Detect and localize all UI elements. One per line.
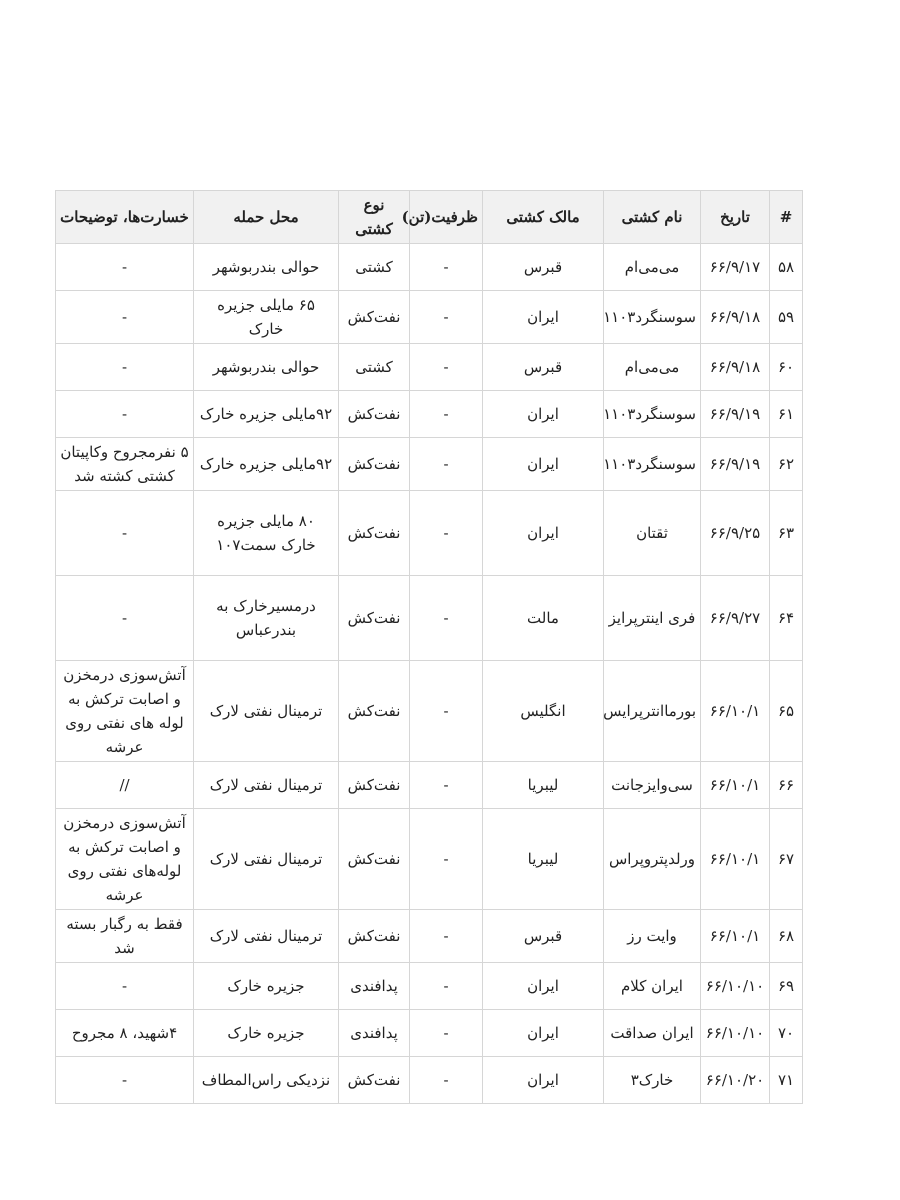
table-row (56, 809, 803, 910)
cell-number: ۷۱ (770, 1057, 803, 1104)
cell-type: پدافندی (339, 963, 410, 1010)
cell-date: ۶۶/۹/۲۷ (701, 576, 770, 661)
cell-location: نزدیکی راس‌المطاف (194, 1057, 339, 1104)
cell-location: ۸۰ مایلی جزیره خارک سمت۱۰۷ (194, 491, 339, 576)
cell-damage: // (56, 762, 194, 809)
table-row (56, 1010, 803, 1057)
table-row (56, 576, 803, 661)
cell-capacity: - (410, 910, 483, 963)
cell-number: ۵۸ (770, 244, 803, 291)
cell-owner: قبرس (483, 244, 604, 291)
cell-date: ۶۶/۹/۱۹ (701, 391, 770, 438)
ship-attacks-table (55, 190, 803, 1104)
cell-location: جزیره خارک (194, 1010, 339, 1057)
cell-damage: - (56, 244, 194, 291)
cell-damage: - (56, 1057, 194, 1104)
cell-owner: قبرس (483, 910, 604, 963)
cell-owner: ایران (483, 1010, 604, 1057)
cell-damage: - (56, 391, 194, 438)
cell-number: ۶۴ (770, 576, 803, 661)
cell-date: ۶۶/۱۰/۱۰ (701, 963, 770, 1010)
cell-location: ترمینال نفتی لارک (194, 910, 339, 963)
table-row (56, 438, 803, 491)
cell-location: ترمینال نفتی لارک (194, 661, 339, 762)
cell-damage: آتش‌سوزی درمخزن و اصابت ترکش به لوله های نفتی روی عرشه (56, 661, 194, 762)
cell-location: ترمینال نفتی لارک (194, 809, 339, 910)
cell-capacity: - (410, 1057, 483, 1104)
cell-capacity: - (410, 291, 483, 344)
cell-date: ۶۶/۱۰/۱ (701, 910, 770, 963)
cell-date: ۶۶/۱۰/۱ (701, 809, 770, 910)
ship-attacks-table-container (55, 190, 803, 1104)
table-row (56, 661, 803, 762)
cell-type: کشتی (339, 344, 410, 391)
cell-date: ۶۶/۱۰/۱ (701, 661, 770, 762)
cell-damage: - (56, 491, 194, 576)
cell-ship-name: می‌می‌ام (604, 344, 701, 391)
table-row (56, 291, 803, 344)
cell-owner: ایران (483, 1057, 604, 1104)
header-capacity: ظرفیت(تن) (410, 191, 483, 244)
cell-date: ۶۶/۱۰/۲۰ (701, 1057, 770, 1104)
cell-number: ۶۳ (770, 491, 803, 576)
cell-location: ۶۵ مایلی جزیره خارک (194, 291, 339, 344)
cell-ship-name: خارک۳ (604, 1057, 701, 1104)
cell-capacity: - (410, 491, 483, 576)
cell-capacity: - (410, 963, 483, 1010)
cell-ship-name: بورماانترپرایس (604, 661, 701, 762)
cell-damage: آتش‌سوزی درمخزن و اصابت ترکش به لوله‌های نفتی روی عرشه (56, 809, 194, 910)
cell-number: ۶۱ (770, 391, 803, 438)
table-header-row (56, 191, 803, 244)
cell-capacity: - (410, 1010, 483, 1057)
cell-date: ۶۶/۹/۲۵ (701, 491, 770, 576)
cell-ship-name: سوسنگرد۱۱۰۳ (604, 391, 701, 438)
cell-capacity: - (410, 438, 483, 491)
cell-number: ۶۶ (770, 762, 803, 809)
cell-number: ۵۹ (770, 291, 803, 344)
cell-location: حوالی بندربوشهر (194, 344, 339, 391)
cell-number: ۶۰ (770, 344, 803, 391)
cell-damage: ۵ نفرمجروح وکاپیتان کشتی کشته شد (56, 438, 194, 491)
cell-capacity: - (410, 661, 483, 762)
cell-capacity: - (410, 809, 483, 910)
cell-ship-name: سوسنگرد۱۱۰۳ (604, 438, 701, 491)
table-row (56, 762, 803, 809)
header-ship-name: نام کشتی (604, 191, 701, 244)
cell-location: درمسیرخارک به بندرعباس (194, 576, 339, 661)
cell-ship-name: وایت رز (604, 910, 701, 963)
cell-number: ۶۷ (770, 809, 803, 910)
cell-ship-name: ثقتان (604, 491, 701, 576)
cell-ship-name: ایران صداقت (604, 1010, 701, 1057)
cell-capacity: - (410, 344, 483, 391)
cell-date: ۶۶/۹/۱۸ (701, 344, 770, 391)
cell-ship-name: فری اینترپرایز (604, 576, 701, 661)
cell-type: کشتی (339, 244, 410, 291)
cell-owner: قبرس (483, 344, 604, 391)
table-row (56, 244, 803, 291)
cell-number: ۶۸ (770, 910, 803, 963)
cell-type: نفت‌کش (339, 762, 410, 809)
cell-type: نفت‌کش (339, 291, 410, 344)
cell-type: نفت‌کش (339, 809, 410, 910)
cell-location: حوالی بندربوشهر (194, 244, 339, 291)
cell-ship-name: سی‌وایزجانت (604, 762, 701, 809)
cell-number: ۶۵ (770, 661, 803, 762)
cell-capacity: - (410, 244, 483, 291)
cell-type: نفت‌کش (339, 910, 410, 963)
cell-location: جزیره خارک (194, 963, 339, 1010)
cell-owner: ایران (483, 291, 604, 344)
header-damage-notes: خسارت‌ها، توضیحات (56, 191, 194, 244)
cell-date: ۶۶/۱۰/۱۰ (701, 1010, 770, 1057)
header-date: تاریخ (701, 191, 770, 244)
cell-damage: - (56, 963, 194, 1010)
table-row (56, 910, 803, 963)
cell-type: نفت‌کش (339, 438, 410, 491)
cell-ship-name: می‌می‌ام (604, 244, 701, 291)
cell-damage: - (56, 576, 194, 661)
cell-damage: ۴شهید، ۸ مجروح (56, 1010, 194, 1057)
cell-ship-name: ورلدپتروپراس (604, 809, 701, 910)
cell-owner: ایران (483, 438, 604, 491)
cell-number: ۶۲ (770, 438, 803, 491)
cell-owner: لیبریا (483, 809, 604, 910)
cell-date: ۶۶/۹/۱۹ (701, 438, 770, 491)
table-row (56, 344, 803, 391)
cell-number: ۶۹ (770, 963, 803, 1010)
cell-type: نفت‌کش (339, 661, 410, 762)
cell-location: ۹۲مایلی جزیره خارک (194, 391, 339, 438)
cell-damage: - (56, 291, 194, 344)
cell-owner: ایران (483, 491, 604, 576)
table-row (56, 1057, 803, 1104)
cell-damage: - (56, 344, 194, 391)
table-row (56, 391, 803, 438)
cell-owner: مالت (483, 576, 604, 661)
table-row (56, 963, 803, 1010)
cell-location: ۹۲مایلی جزیره خارک (194, 438, 339, 491)
header-ship-type: نوع کشتی (339, 191, 410, 244)
cell-capacity: - (410, 391, 483, 438)
cell-type: پدافندی (339, 1010, 410, 1057)
cell-date: ۶۶/۹/۱۷ (701, 244, 770, 291)
cell-capacity: - (410, 576, 483, 661)
cell-type: نفت‌کش (339, 491, 410, 576)
cell-ship-name: ایران کلام (604, 963, 701, 1010)
cell-number: ۷۰ (770, 1010, 803, 1057)
header-ship-owner: مالک کشتی (483, 191, 604, 244)
cell-damage: فقط به رگبار بسته شد (56, 910, 194, 963)
cell-date: ۶۶/۱۰/۱ (701, 762, 770, 809)
table-row (56, 491, 803, 576)
cell-location: ترمینال نفتی لارک (194, 762, 339, 809)
cell-owner: انگلیس (483, 661, 604, 762)
cell-owner: ایران (483, 963, 604, 1010)
header-attack-location: محل حمله (194, 191, 339, 244)
cell-type: نفت‌کش (339, 1057, 410, 1104)
cell-capacity: - (410, 762, 483, 809)
cell-date: ۶۶/۹/۱۸ (701, 291, 770, 344)
header-number: # (770, 191, 803, 244)
cell-ship-name: سوسنگرد۱۱۰۳ (604, 291, 701, 344)
cell-type: نفت‌کش (339, 576, 410, 661)
cell-owner: ایران (483, 391, 604, 438)
cell-type: نفت‌کش (339, 391, 410, 438)
cell-owner: لیبریا (483, 762, 604, 809)
